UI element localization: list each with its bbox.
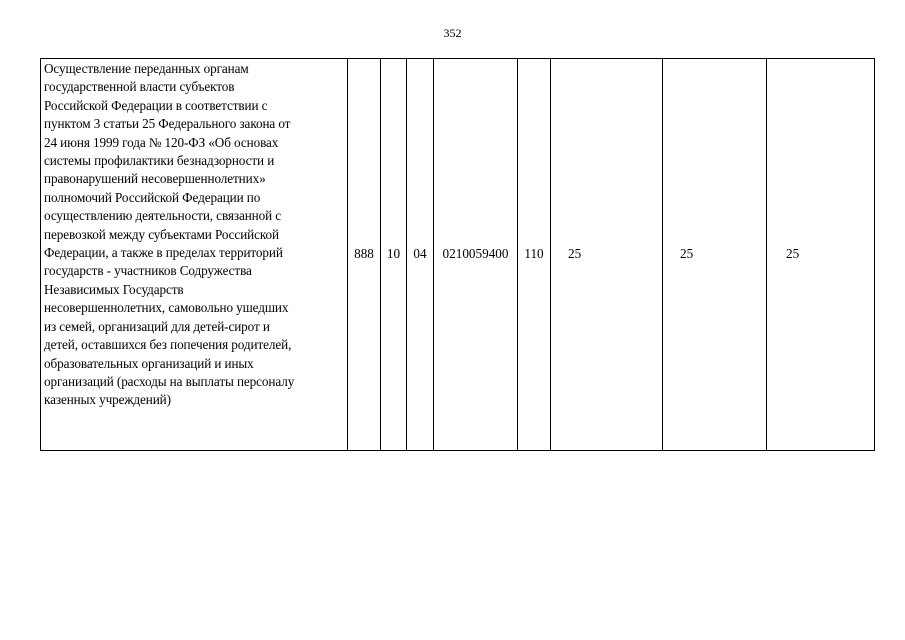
expense-description-cell: Осуществление переданных органам государственной власти субъектов Российской Федерации в соответствии с пунктом 3 статьи 25 Федерального закона от 24 июня 1999 года № 120-ФЗ «Об основах системы профилактики безнадзорности и правонарушений несовершеннолетних» полномочий Российской Федерации по осуществлению деятельности, связанной с перевозкой между субъектами Российской Федерации, а также в пределах территорий государств - участников Содружества Независимых Государств несовершеннолетних, самовольно ушедших из семей, организаций для детей-сирот и детей, оставшихся без попечения родителей, образовательных организаций и иных организаций (расходы на выплаты персоналу казенных учреждений) <box>41 59 348 451</box>
amount-cell-2: 25 <box>663 59 767 451</box>
target-article-cell: 0210059400 <box>434 59 518 451</box>
budget-table <box>40 58 875 451</box>
subsection-code-cell: 04 <box>407 59 434 451</box>
table-row <box>41 59 875 451</box>
ministry-code-cell: 888 <box>348 59 381 451</box>
page-number: 352 <box>443 26 462 40</box>
section-code-cell: 10 <box>381 59 407 451</box>
amount-cell-1: 25 <box>551 59 663 451</box>
amount-cell-3: 25 <box>767 59 875 451</box>
expense-type-cell: 110 <box>518 59 551 451</box>
